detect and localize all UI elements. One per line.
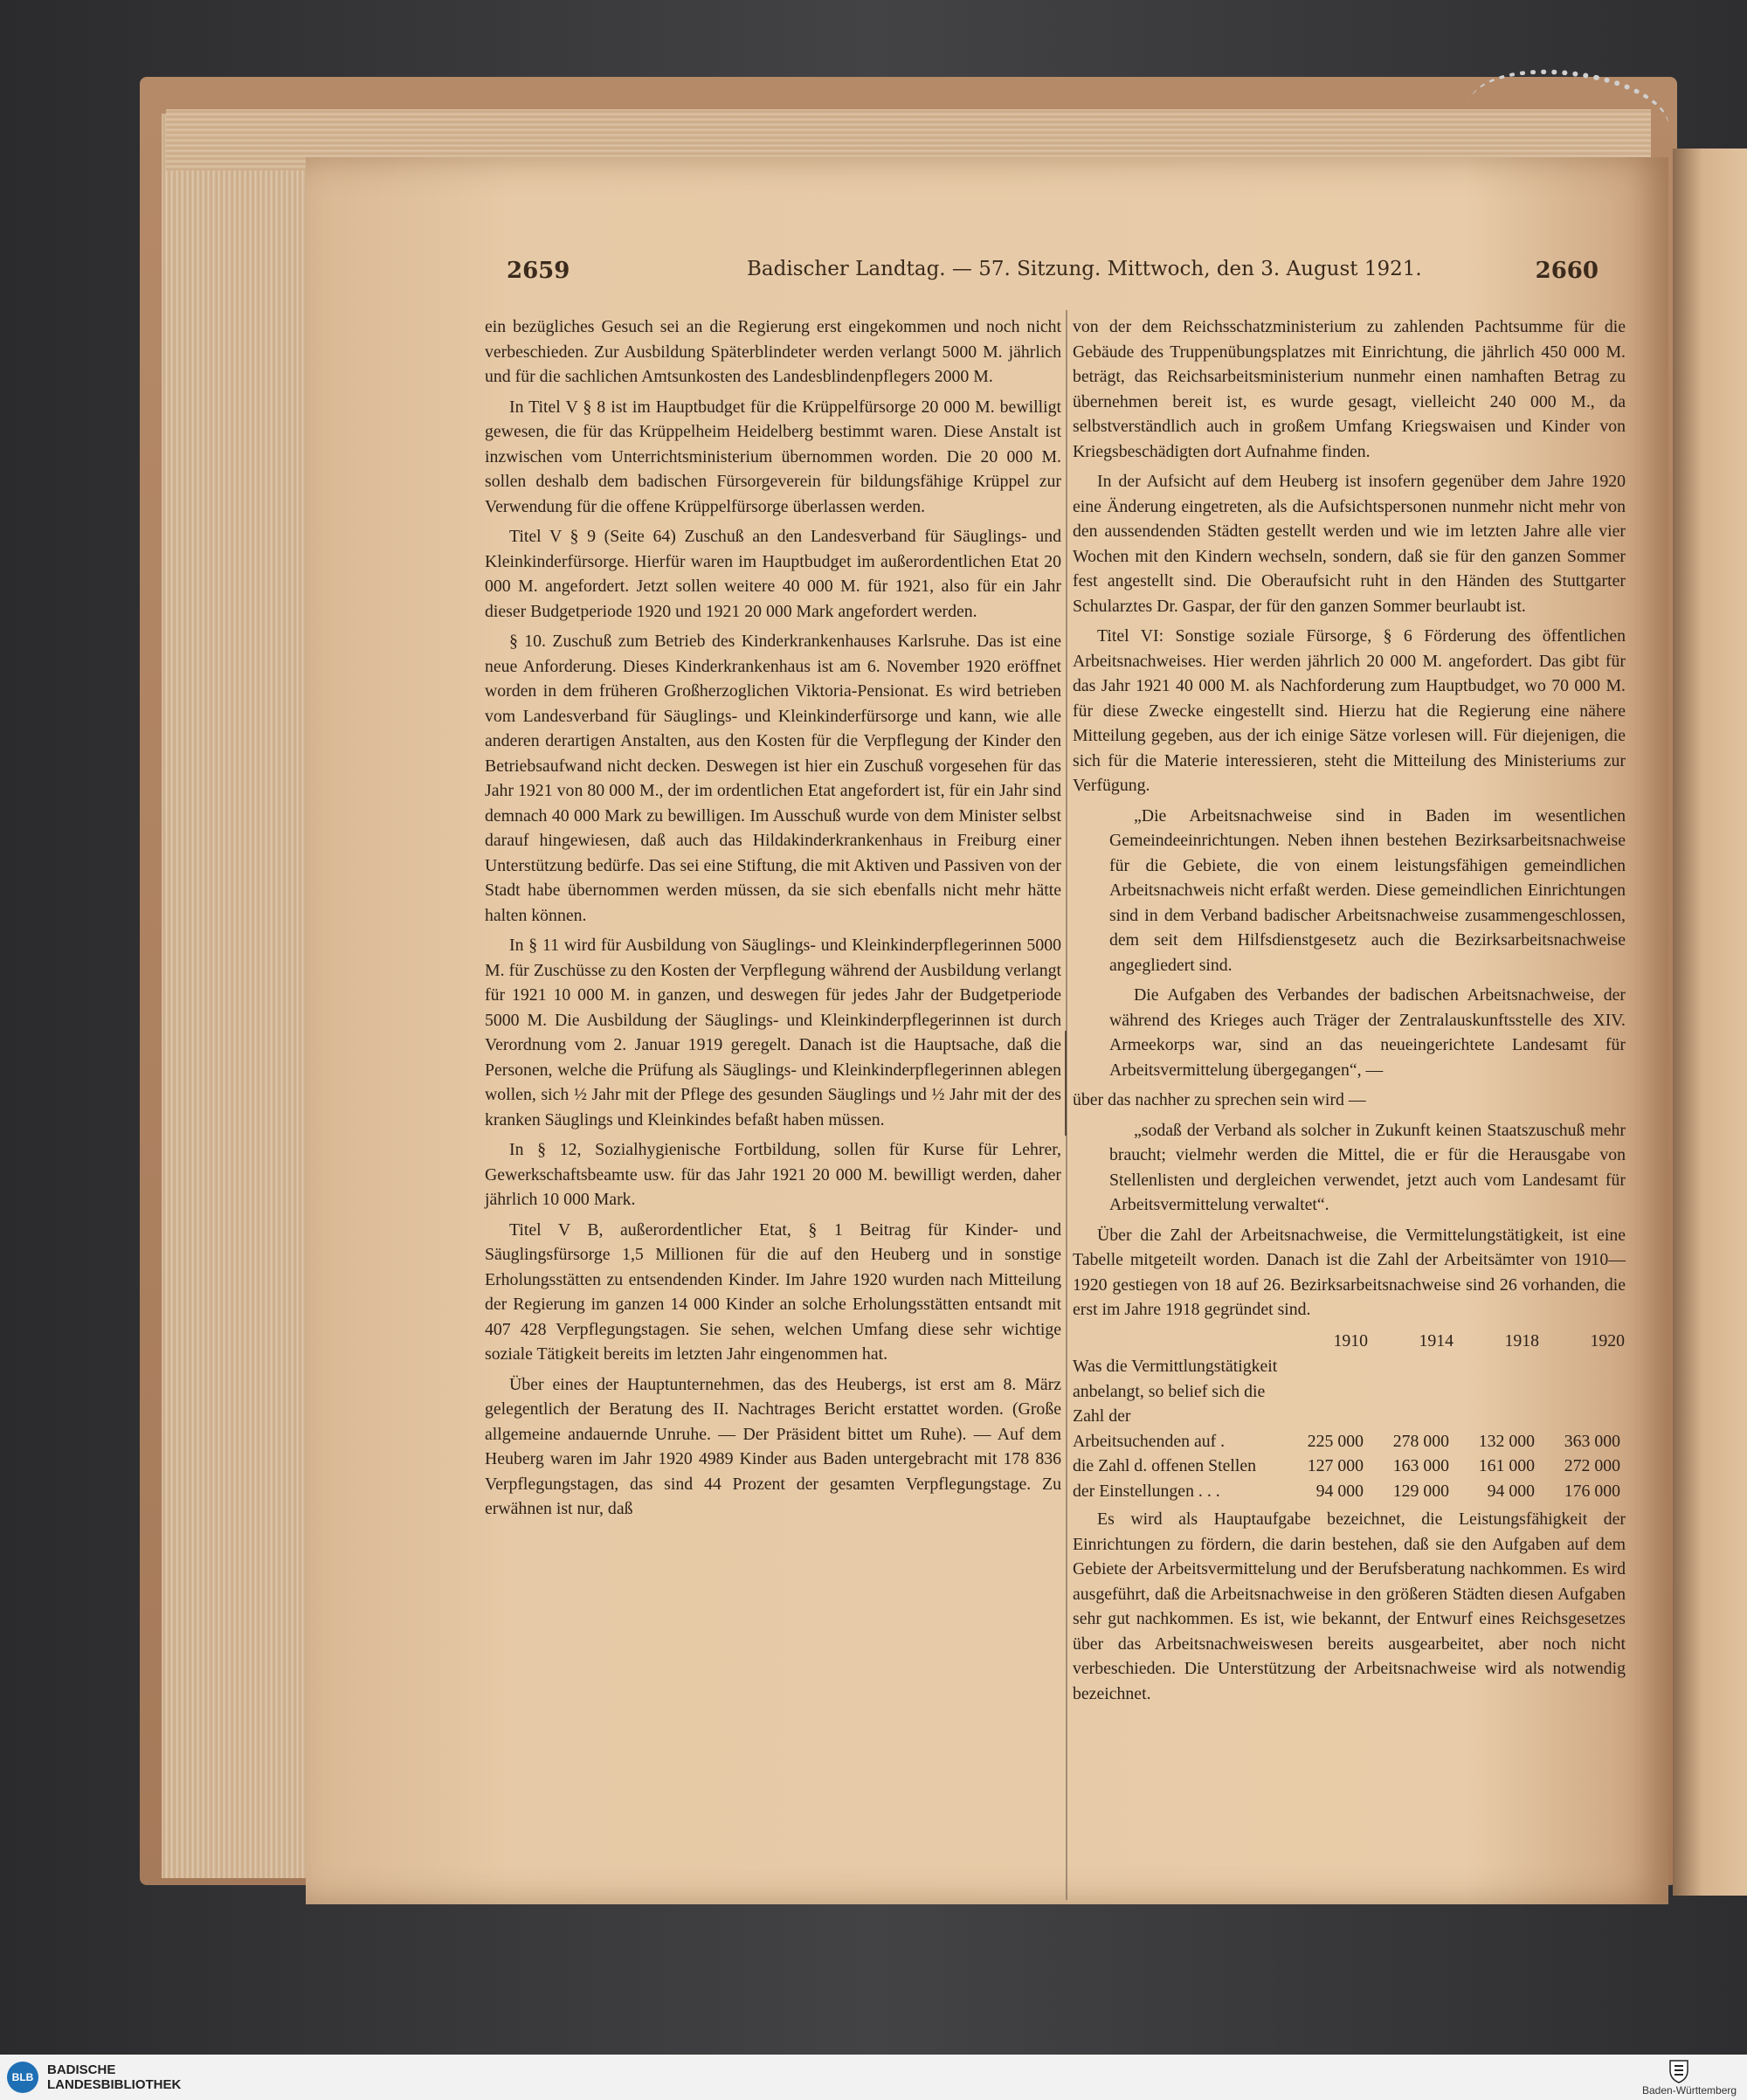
running-header — [502, 258, 1603, 293]
paragraph: von der dem Reichsschatzministerium zu zahlenden Pachtsumme für die Gebäude des Truppenübungsplatzes mit Einrichtung, die jährlich 450 000 M. beträgt, das Reichsarbeitsministerium nunmehr einen namhaften Betrag zu übernehmen bereit ist, es wurde gesagt, vielleicht 240 000 M., da selbstverständlich auch in großem Umfang Kriegswaisen und Kinder von Kriegsbeschädigten dort Aufnahme finden. — [1073, 317, 1626, 461]
library-name-line2: LANDESBIBLIOTHEK — [47, 2077, 182, 2092]
paragraph: In der Aufsicht auf dem Heuberg ist insofern gegenüber dem Jahre 1920 eine Änderung eingetreten, als die Aufsichtspersonen nunmehr nicht mehr von den aussendenden Städten gestellt werden und wie im letzten Jahre alle vier Wochen mit den Kindern wechseln, sondern, daß sie für den ganzen Sommer fest angestellt sind. Die Oberaufsicht ruht in den Händen des Stuttgarter Schularztes Dr. Gaspar, der für den ganzen Sommer beurlaubt ist. — [1073, 472, 1626, 616]
paragraph: In § 12, Sozialhygienische Fortbildung, sollen für Kurse für Lehrer, Gewerkschaftsbeamte usw. für das Jahr 1921 20 000 M. bewilligt werden, daher jährlich 10 000 Mark. — [485, 1140, 1061, 1209]
table-row — [1073, 1479, 1626, 1504]
state-crest-icon — [1667, 2058, 1691, 2084]
table-cell: 127 000 — [1307, 1456, 1364, 1475]
table-header-row — [1073, 1328, 1626, 1355]
library-name[interactable] — [47, 2062, 181, 2092]
table-cell: 278 000 — [1392, 1431, 1449, 1451]
table-cell: 163 000 — [1392, 1456, 1449, 1475]
table-row — [1073, 1429, 1626, 1454]
left-column — [485, 314, 1061, 1527]
paragraph: Titel V § 9 (Seite 64) Zuschuß an den Landesverband für Säuglings- und Kleinkinderfürsorge. Hierfür waren im Hauptbudget im außerordentlichen Etat 20 000 M. angefordert. Jetzt sollen weitere 40 000 M. für 1921, also für ein Jahr dieser Budgetperiode 1920 und 1921 20 000 Mark angefordert werden. — [485, 527, 1061, 621]
library-footer-bar — [0, 2055, 1747, 2100]
table-cell: 225 000 — [1307, 1431, 1364, 1451]
paragraph: Titel V B, außerordentlicher Etat, § 1 Beitrag für Kinder- und Säuglingsfürsorge 1,5 Millionen für die auf den Heuberg und in sonstige Erholungsstätten zu entsendenden Kinder. Im Jahre 1920 wurden nach Mitteilung der Regierung im ganzen 14 000 Kinder an solche Erholungsstätten entsandt mit 407 428 Verpflegungstagen. Sie sehen, welchen Umfang diese sehr wichtige soziale Tätigkeit bereits im letzten Jahr eingenommen hat. — [485, 1219, 1061, 1364]
row-label: Arbeitsuchenden auf . — [1073, 1431, 1226, 1451]
year-header: 1914 — [1419, 1330, 1454, 1350]
quote-paragraph: Die Aufgaben des Verbandes der badischen Arbeitsnachweise, der während des Krieges auch Träger der Zentralauskunftsstelle des XIV. Armeekorps war, sind an das neueingerichtete Landesamt für Arbeitsvermittelung übergegangen“, — — [1109, 985, 1626, 1080]
running-title: Badischer Landtag. — 57. Sitzung. Mittwoch, den 3. August 1921. — [747, 258, 1422, 280]
margin-mark — [1065, 1031, 1067, 1136]
paragraph: § 10. Zuschuß zum Betrieb des Kinderkrankenhauses Karlsruhe. Das ist eine neue Anforderung. Dieses Kinderkrankenhaus ist am 6. November 1920 eröffnet worden in dem früheren Großherzoglichen Viktoria-Pensionat. Es wird betrieben vom Landesverband für Säuglings- und Kleinkinderfürsorge und kann, wie alle anderen derartigen Anstalten, aus den Kosten für die Verpflegung der Kinder den Betriebsaufwand nicht decken. Deswegen ist hier ein Zuschuß vorgesehen für das Jahr 1921 von 80 000 M., der im ordentlichen Etat angefordert ist, für ein Jahr sind demnach 40 000 Mark zu bewilligen. Im Ausschuß wurde von dem Minister selbst darauf hingewiesen, daß auch das Hildakinderkrankenhaus in Freiburg einer Unterstützung bedürfe. Das sei eine Stiftung, die mit Aktiven und Passiven von der Stadt habe übernommen werden müssen, da sie sich ebenfalls nicht mehr hätte halten können. — [485, 632, 1061, 925]
blb-logo-icon[interactable] — [7, 2062, 38, 2093]
quotation — [1109, 804, 1626, 1083]
logo-initials: BLB — [11, 2071, 34, 2083]
table-intro: Was die Vermittlungstätigkeit anbelangt, so belief sich die Zahl der — [1073, 1357, 1278, 1426]
statistics-table — [1073, 1328, 1626, 1504]
table-cell: 129 000 — [1392, 1481, 1449, 1501]
interjection: über das nachher zu sprechen sein wird — — [1073, 1090, 1366, 1109]
row-label: die Zahl d. offenen Stellen — [1073, 1456, 1257, 1475]
table-cell: 94 000 — [1315, 1481, 1364, 1501]
year-header: 1910 — [1333, 1330, 1368, 1350]
paragraph: In Titel V § 8 ist im Hauptbudget für die Krüppelfürsorge 20 000 M. bewilligt gewesen, die für das Krüppelheim Heidelberg bestimmt waren. Diese Anstalt ist inzwischen vom Unterrichtsministerium übernommen worden. Die 20 000 M. sollen deshalb dem badischen Fürsorgeverein für bildungsfähige Krüppel zur Verwendung für die offene Krüppelfürsorge überlassen werden. — [485, 397, 1061, 516]
year-header: 1918 — [1504, 1330, 1539, 1350]
table-row — [1073, 1354, 1626, 1429]
facing-page-edge — [1673, 149, 1747, 1896]
year-header: 1920 — [1590, 1330, 1625, 1350]
page-number-right: 2660 — [1535, 258, 1599, 284]
quote-paragraph: „sodaß der Verband als solcher in Zukunft keinen Staatszuschuß mehr braucht; vielmehr werden die Mittel, die er für die Herausgabe von Stellenlisten und dergleichen verwendet, jetzt auch vom Landesamt für Arbeitsvermittelung verwaltet“. — [1109, 1120, 1626, 1214]
partner-label: Baden-Württemberg — [1642, 2084, 1737, 2097]
right-column — [1073, 314, 1626, 1711]
library-name-line1: BADISCHE — [47, 2062, 116, 2077]
page-edges — [162, 114, 310, 1878]
table-cell: 176 000 — [1564, 1481, 1620, 1501]
page-number-left: 2659 — [507, 258, 570, 284]
paragraph: Es wird als Hauptaufgabe bezeichnet, die Leistungsfähigkeit der Einrichtungen zu fördern, die darin bestehen, daß sie den Aufgaben auf dem Gebiete der Arbeitsvermittelung und der Berufsberatung nachkommen. Es wird ausgeführt, daß die Arbeitsnachweise in den größeren Städten diesen Aufgaben sehr gut nachkommen. Es ist, wie bekannt, der Entwurf eines Reichsgesetzes über das Arbeitsnachweiswesen bereits ausgearbeitet, aber noch nicht verbeschieden. Die Unterstützung der Arbeitsnachweise wird als notwendig bezeichnet. — [1073, 1509, 1626, 1703]
table-cell: 363 000 — [1564, 1431, 1620, 1451]
table-cell: 161 000 — [1478, 1456, 1535, 1475]
paragraph: Titel VI: Sonstige soziale Fürsorge, § 6 Förderung des öffentlichen Arbeitsnachweises. Hier werden jährlich 20 000 M. angefordert. Das gibt für das Jahr 1921 40 000 M. als Nachforderung zum Hauptbudget, wo 70 000 M. für diese Zwecke eingestellt sind. Hierzu hat die Regierung eine nähere Mitteilung gegeben, aus der ich einige Sätze vorlesen will. Für diejenigen, die sich für die Materie interessieren, steht die Mitteilung des Ministeriums zur Verfügung. — [1073, 626, 1626, 795]
paragraph: Über eines der Hauptunternehmen, das des Heubergs, ist erst am 8. März gelegentlich der Beratung des II. Nachtrages Bericht erstattet worden. (Große allgemeine andauernde Unruhe. — Der Präsident bittet um Ruhe). — Auf dem Heuberg waren im Jahr 1920 4989 Kinder aus Baden untergebracht mit 178 836 Verpflegungstagen, das sind 44 Prozent der gesamten Verpflegungstage. Zu erwähnen ist nur, daß — [485, 1374, 1061, 1518]
paragraph: ein bezügliches Gesuch sei an die Regierung erst eingekommen und noch nicht verbeschieden. Zur Ausbildung Späterblindeter werden verlangt 5000 M. jährlich und für die sachlichen Amtsunkosten des Landesblindenpflegers 2000 M. — [485, 317, 1061, 386]
row-label: der Einstellungen . . . — [1073, 1481, 1220, 1501]
table-cell: 94 000 — [1487, 1481, 1535, 1501]
table-cell: 132 000 — [1478, 1431, 1535, 1451]
quote-paragraph: „Die Arbeitsnachweise sind in Baden im wesentlichen Gemeindeeinrichtungen. Neben ihnen bestehen Bezirksarbeitsnachweise für die Gebiete, die von einem leistungsfähigen gemeindlichen Arbeitsnachweis nicht erfaßt werden. Diese gemeindlichen Einrichtungen sind in dem Verband badischer Arbeitsnachweise zusammengeschlossen, dem seit dem Hilfsdienstgesetz auch die Bezirksarbeitsnachweise angegliedert sind. — [1109, 805, 1626, 975]
paragraph: In § 11 wird für Ausbildung von Säuglings- und Kleinkinderpflegerinnen 5000 M. für Zuschüsse zu den Kosten der Verpflegung während der Ausbildung verlangt für 1921 10 000 M. in ganzen, und deswegen für jedes Jahr der Budgetperiode 5000 M. Die Ausbildung der Säuglings- und Kleinkinderpflegerinnen ist durch Verordnung vom 2. Januar 1919 geregelt. Danach ist die Hauptsache, daß die Personen, welche die Prüfung als Säuglings- und Kleinkinderpflegerinnen ablegen wollen, sich ½ Jahr mit der Pflege des gesunden Säuglings und ½ Jahr mit der des kranken Säuglings und Kleinkindes befaßt haben müssen. — [485, 936, 1061, 1129]
quotation — [1109, 1118, 1626, 1218]
paragraph: Über die Zahl der Arbeitsnachweise, die Vermittelungstätigkeit, ist eine Tabelle mitgeteilt worden. Danach ist die Zahl der Arbeitsämter von 1910—1920 gestiegen von 18 auf 26. Bezirksarbeitsnachweise sind 26 vorhanden, die erst im Jahre 1918 gegründet sind. — [1073, 1225, 1626, 1319]
table-row — [1073, 1454, 1626, 1479]
table-cell: 272 000 — [1564, 1456, 1620, 1475]
